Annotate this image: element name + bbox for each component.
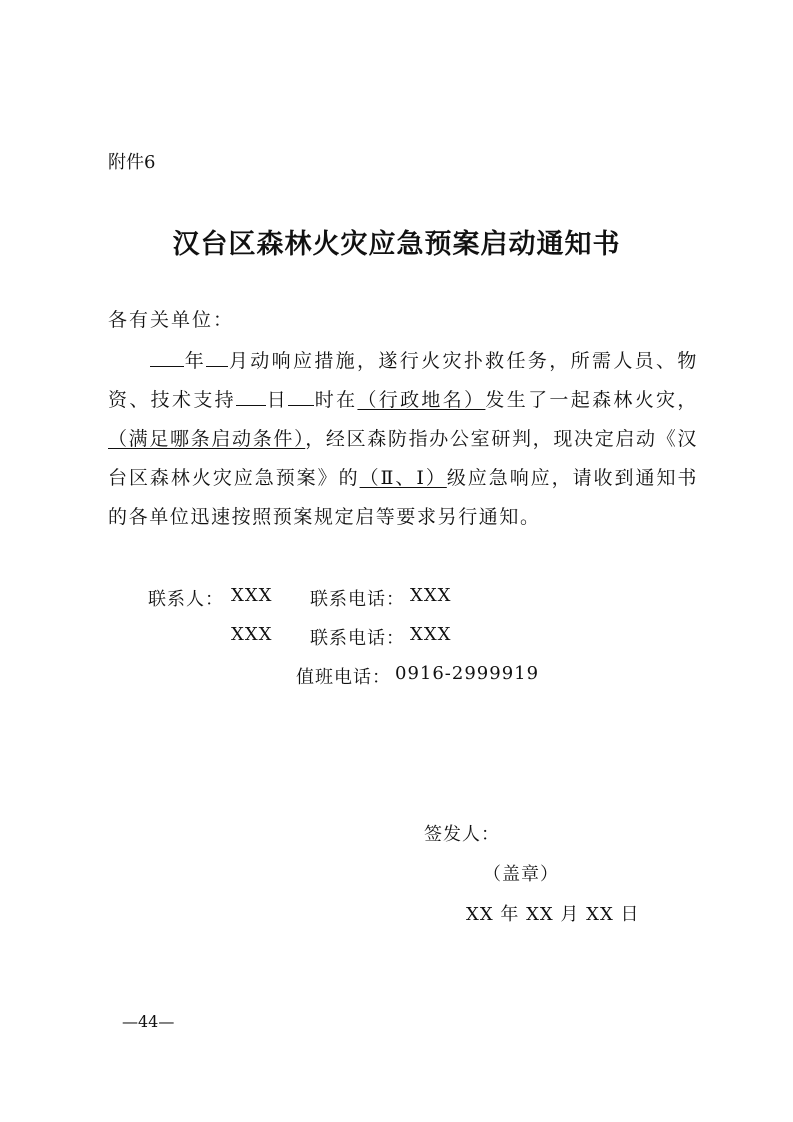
attachment-label: 附件6 <box>108 152 156 173</box>
body-text: 时在 <box>314 389 358 411</box>
body-text: ，经区森防指办公室研判，现决定启动《汉台区森林火灾应急预案》的 <box>108 428 698 489</box>
hour-blank <box>288 383 314 406</box>
document-title: 汉台区森林火灾应急预案启动通知书 <box>172 229 621 260</box>
phone-label-1: 联系电话： <box>310 589 405 610</box>
level-placeholder: （Ⅱ、Ⅰ） <box>359 467 447 489</box>
page-number: —44— <box>122 1012 175 1031</box>
duty-phone: 0916-2999919 <box>395 663 540 684</box>
phone-label-2: 联系电话： <box>310 628 405 649</box>
month-blank <box>206 344 228 367</box>
condition-placeholder: （满足哪条启动条件） <box>108 428 306 450</box>
day-blank <box>236 383 266 406</box>
issuer-label: 签发人： <box>424 824 500 845</box>
contact-name-1: XXX <box>231 585 273 606</box>
body-text: 发生了一起森林火灾， <box>485 389 698 411</box>
body-text: 年 <box>184 350 207 372</box>
phone-2: XXX <box>410 624 452 645</box>
body-text: 级应急响应，请收到通知书的各单位迅速按照预案规定启等要求另行通知。 <box>108 467 699 528</box>
duty-label: 值班电话： <box>296 667 391 688</box>
location-placeholder: （行政地名） <box>357 389 486 411</box>
notice-body <box>108 342 698 537</box>
issue-date: XX 年 XX 月 XX 日 <box>466 904 640 925</box>
salutation: 各有关单位： <box>108 309 235 331</box>
body-text: 月动响应措施，遂行火灾扑救任务，所需人员、物资、技术支持 <box>108 350 698 411</box>
contact-name-2: XXX <box>231 624 273 645</box>
phone-1: XXX <box>410 585 452 606</box>
contact-label: 联系人： <box>148 589 224 610</box>
body-text: 日 <box>265 389 289 411</box>
seal-label: （盖章） <box>483 864 559 885</box>
year-blank <box>150 344 184 367</box>
